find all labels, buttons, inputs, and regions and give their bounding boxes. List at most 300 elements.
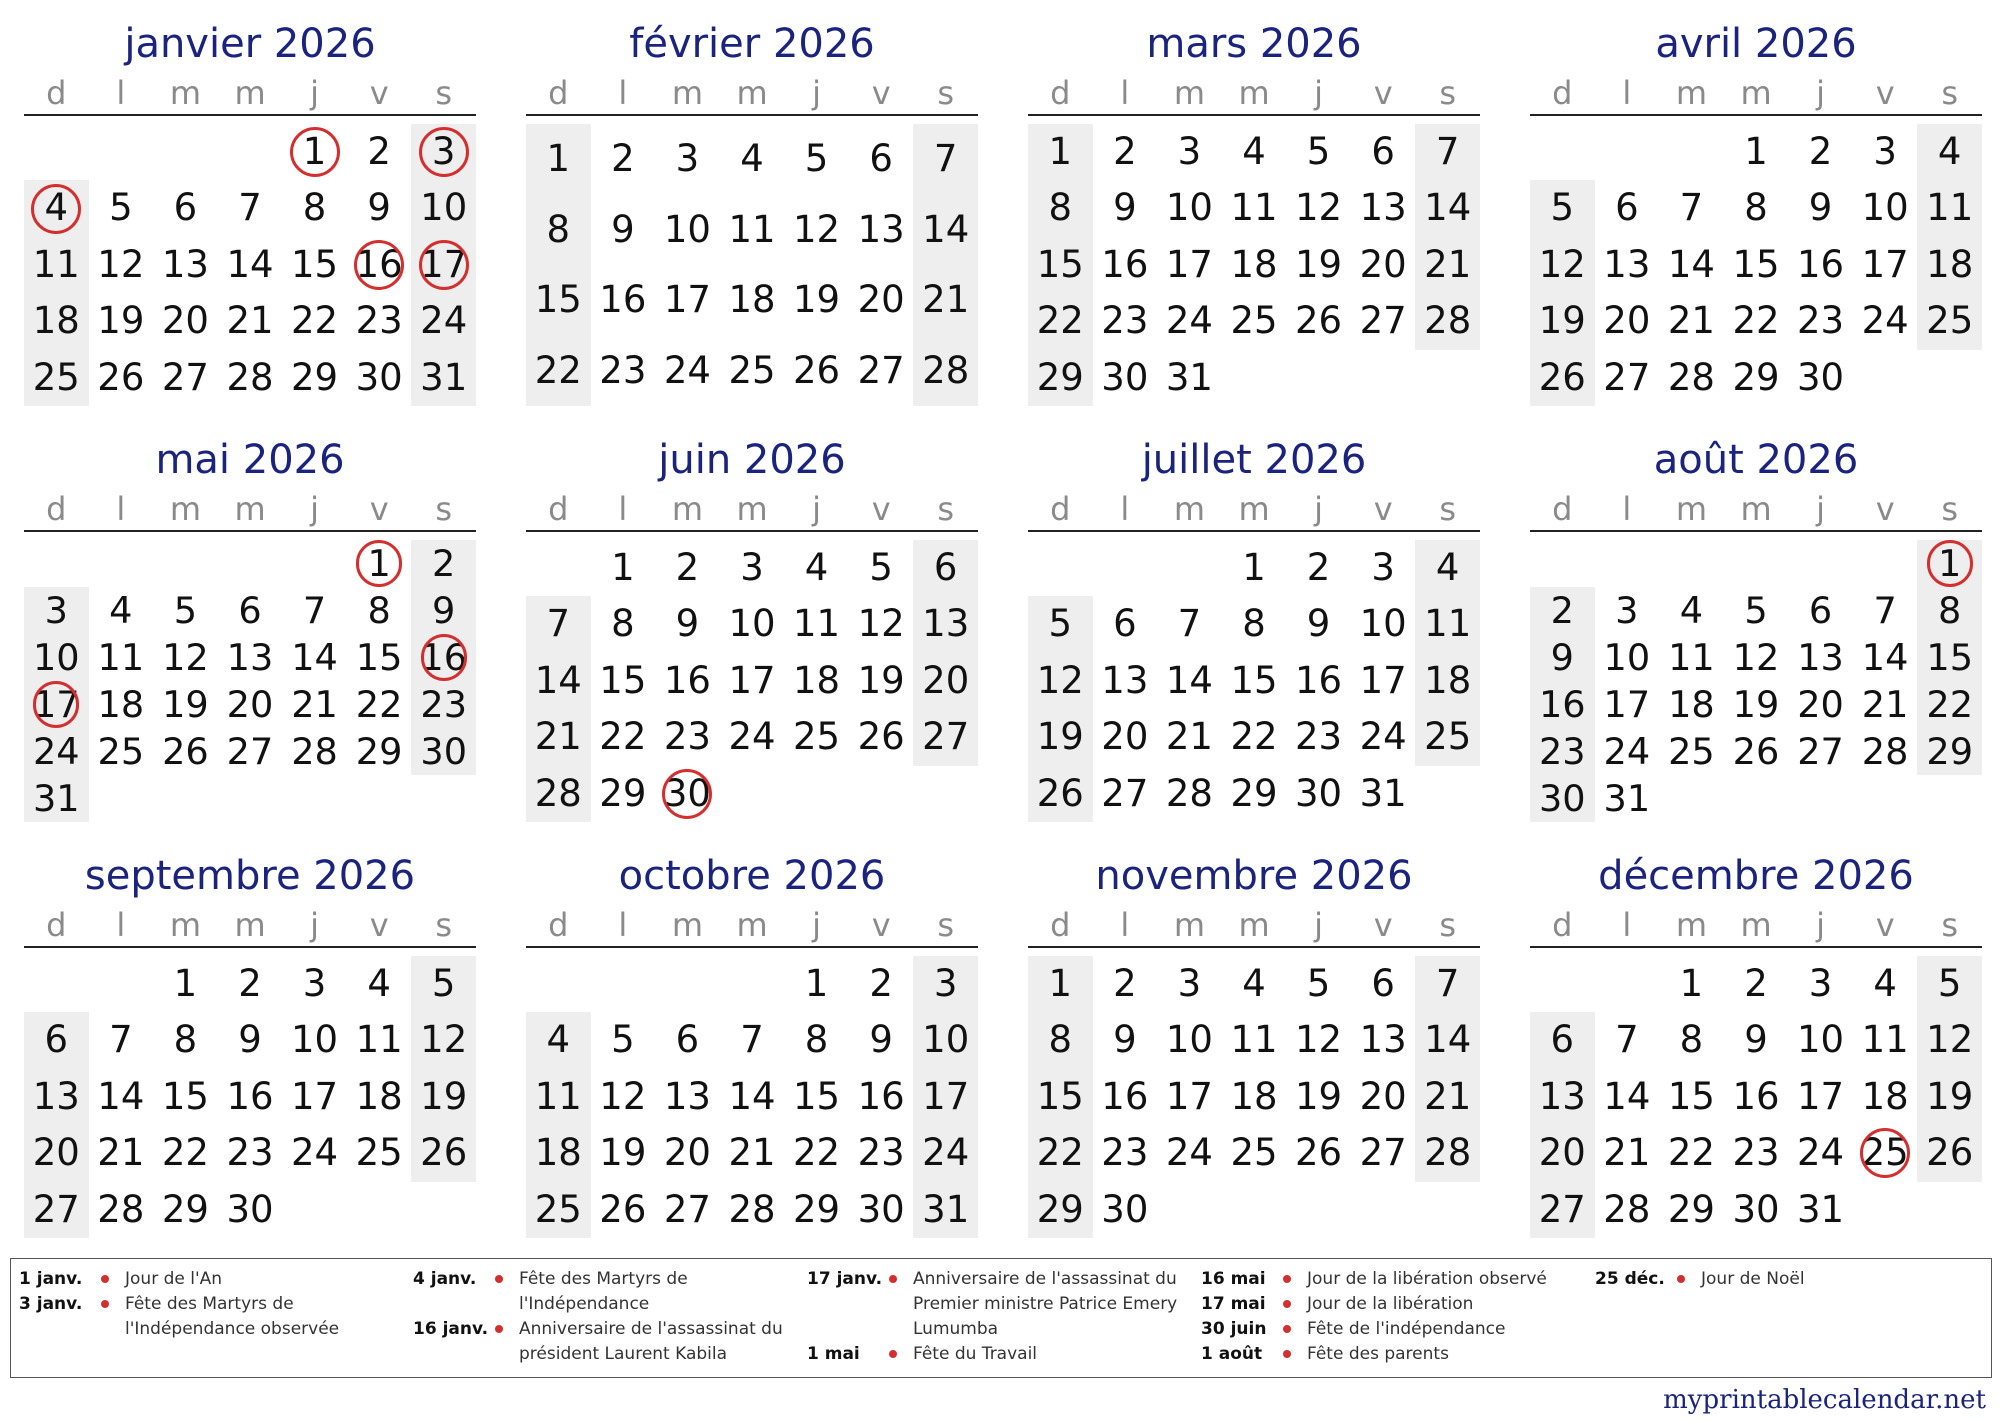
day-number: 25: [1230, 299, 1278, 343]
day-number: 4: [109, 589, 133, 632]
day-number: 19: [162, 683, 209, 726]
day-number: 29: [1036, 1187, 1084, 1231]
weekday-header: [1028, 72, 1480, 116]
day-number: 4: [367, 962, 391, 1005]
day-number: 16: [1797, 242, 1845, 286]
day-number: 22: [291, 299, 339, 343]
weekday-label: j: [1816, 906, 1826, 944]
weekday-label: v: [871, 74, 891, 112]
weekday-label: s: [937, 906, 955, 944]
day-number: 25: [793, 715, 841, 759]
day-number: 2: [1113, 130, 1137, 173]
day-number: 9: [869, 1018, 893, 1062]
day-number: 19: [1926, 1074, 1974, 1118]
day-number: 1: [611, 546, 635, 589]
legend-entry: [1201, 1317, 1586, 1342]
weekday-label: j: [1816, 74, 1826, 112]
weekday-label: l: [1120, 490, 1130, 528]
red-dot-icon: [101, 1275, 109, 1283]
holiday-circle-icon: [290, 127, 340, 177]
holiday-date: 4 janv.: [413, 1269, 477, 1289]
day-number: 13: [922, 602, 970, 646]
day-number: 2: [1113, 962, 1137, 1005]
weekday-label: m: [234, 490, 266, 528]
day-number: 14: [1603, 1074, 1651, 1118]
weekday-label: s: [435, 490, 453, 528]
day-grid: [24, 124, 476, 406]
day-number: 10: [1861, 186, 1909, 230]
day-number: 11: [1424, 602, 1472, 646]
day-number: 1: [546, 137, 571, 180]
day-number: 3: [302, 962, 327, 1005]
day-number: 19: [1295, 1074, 1343, 1118]
weekday-label: d: [1552, 906, 1573, 944]
weekday-label: m: [736, 74, 768, 112]
day-number: 9: [1113, 186, 1137, 230]
red-dot-icon: [1283, 1275, 1291, 1283]
holiday-date: 17 mai: [1201, 1294, 1266, 1314]
holiday-circle-icon: [419, 240, 469, 290]
day-number: 9: [1808, 186, 1833, 230]
day-number: 18: [355, 1074, 403, 1118]
red-dot-icon: [1283, 1350, 1291, 1358]
day-number: 6: [1808, 589, 1833, 632]
holiday-date: 16 janv.: [413, 1319, 489, 1339]
day-number: 12: [1295, 1018, 1343, 1062]
red-dot-icon: [1283, 1325, 1291, 1333]
day-number: 27: [922, 715, 970, 759]
day-number: 3: [933, 962, 958, 1005]
day-number: 6: [933, 546, 958, 589]
day-number: 17: [663, 278, 711, 321]
weekday-label: d: [1552, 74, 1573, 112]
day-number: 19: [1295, 242, 1343, 286]
day-number: 17: [1165, 1074, 1213, 1118]
day-number: 3: [1808, 962, 1833, 1005]
day-number: 13: [1359, 1018, 1407, 1062]
day-number: 12: [857, 602, 905, 646]
day-number: 29: [161, 1187, 209, 1231]
site-watermark[interactable]: myprintablecalendar.net: [1663, 1385, 1986, 1415]
holiday-name: Fête des Martyrs de l'Indépendance observée: [125, 1294, 340, 1339]
holiday-legend: [10, 1258, 1992, 1378]
day-number: 12: [97, 242, 145, 286]
day-number: 9: [238, 1018, 262, 1062]
day-number: 29: [1926, 730, 1974, 773]
day-number: 30: [355, 355, 403, 399]
day-number: 31: [32, 777, 80, 820]
day-number: 31: [922, 1187, 970, 1231]
month-title: mai 2026: [155, 437, 345, 483]
legend-column: [807, 1267, 1192, 1367]
day-number: 26: [1295, 299, 1343, 343]
day-number: 15: [534, 278, 582, 321]
weekday-label: l: [1622, 74, 1632, 112]
day-grid: [1028, 124, 1480, 406]
day-number: 15: [1036, 242, 1084, 286]
weekday-label: m: [234, 74, 266, 112]
day-number: 8: [1048, 1018, 1073, 1062]
weekday-label: l: [116, 906, 126, 944]
day-number: 29: [355, 730, 403, 773]
holiday-name: Fête des Martyrs de l'Indépendance: [519, 1269, 688, 1314]
day-number: 2: [1550, 589, 1574, 632]
day-grid: [24, 540, 476, 822]
day-number: 15: [161, 1074, 209, 1118]
day-number: 24: [1861, 299, 1909, 343]
month-6: [526, 432, 978, 822]
holiday-date: 16 mai: [1201, 1269, 1266, 1289]
day-number: 3: [431, 130, 456, 173]
weekday-label: l: [1120, 906, 1130, 944]
weekday-label: j: [1314, 74, 1324, 112]
day-grid: [1028, 540, 1480, 822]
day-number: 22: [161, 1131, 209, 1175]
day-number: 29: [1667, 1187, 1715, 1231]
day-number: 3: [1615, 589, 1639, 632]
month-title: janvier 2026: [124, 21, 376, 67]
day-number: 27: [1538, 1187, 1586, 1231]
day-number: 2: [611, 137, 635, 180]
weekday-label: m: [1238, 906, 1270, 944]
weekday-label: v: [1875, 490, 1895, 528]
day-number: 22: [1732, 299, 1780, 343]
day-number: 21: [291, 683, 338, 726]
day-number: 29: [1732, 355, 1780, 399]
day-number: 4: [44, 186, 69, 230]
day-number: 8: [1242, 602, 1266, 646]
day-number: 22: [534, 348, 582, 392]
weekday-label: s: [937, 490, 955, 528]
day-number: 25: [355, 1131, 403, 1175]
month-10: [526, 848, 978, 1238]
weekday-label: m: [736, 906, 768, 944]
weekday-header: [526, 72, 978, 116]
day-number: 8: [302, 186, 327, 230]
day-number: 5: [1744, 589, 1768, 632]
day-grid: [24, 956, 476, 1238]
day-number: 25: [1230, 1131, 1278, 1175]
legend-column: [1201, 1267, 1586, 1367]
weekday-label: s: [1439, 490, 1457, 528]
day-number: 10: [728, 602, 776, 646]
day-number: 27: [32, 1187, 80, 1231]
weekday-label: m: [1173, 490, 1206, 528]
day-number: 27: [1101, 771, 1149, 815]
legend-entry: [807, 1342, 1192, 1367]
day-number: 26: [1036, 771, 1084, 815]
day-number: 11: [1668, 636, 1715, 679]
day-number: 13: [1603, 242, 1651, 286]
weekday-label: m: [671, 906, 704, 944]
month-title: novembre 2026: [1095, 853, 1413, 899]
day-number: 6: [1371, 962, 1395, 1005]
day-number: 26: [162, 730, 209, 773]
day-number: 21: [1603, 1131, 1651, 1175]
day-number: 25: [97, 730, 145, 773]
weekday-label: v: [1373, 490, 1393, 528]
legend-entry: [1201, 1267, 1586, 1292]
weekday-label: s: [435, 74, 453, 112]
day-number: 13: [1797, 636, 1844, 679]
weekday-header: [1530, 488, 1982, 532]
day-number: 16: [1732, 1074, 1780, 1118]
day-number: 31: [1165, 355, 1213, 399]
day-number: 23: [1538, 730, 1586, 773]
day-number: 21: [534, 715, 582, 759]
weekday-label: s: [1941, 490, 1959, 528]
day-number: 8: [367, 589, 391, 632]
day-number: 22: [355, 683, 403, 726]
day-number: 19: [420, 1074, 468, 1118]
weekday-label: s: [937, 74, 955, 112]
weekday-label: l: [1622, 490, 1632, 528]
weekday-header: [1530, 904, 1982, 948]
day-number: 28: [1603, 1187, 1651, 1231]
day-number: 19: [1036, 715, 1084, 759]
day-number: 1: [302, 130, 327, 173]
day-number: 9: [432, 589, 456, 632]
day-number: 31: [420, 355, 468, 399]
day-number: 2: [675, 546, 700, 589]
weekday-label: l: [618, 74, 628, 112]
day-number: 23: [599, 348, 647, 392]
weekday-label: m: [169, 74, 202, 112]
legend-entry: [1201, 1342, 1586, 1367]
day-number: 1: [173, 962, 198, 1005]
day-number: 5: [869, 546, 893, 589]
day-number: 23: [857, 1131, 905, 1175]
day-number: 24: [32, 730, 80, 773]
holiday-name: Fête des parents: [1307, 1344, 1449, 1364]
day-number: 16: [599, 278, 647, 321]
day-number: 16: [1295, 658, 1343, 702]
day-number: 24: [1359, 715, 1407, 759]
month-11: [1028, 848, 1480, 1238]
day-number: 16: [1101, 242, 1149, 286]
day-number: 18: [1668, 683, 1715, 726]
day-number: 17: [1797, 1074, 1845, 1118]
red-dot-icon: [1283, 1300, 1291, 1308]
weekday-label: m: [671, 490, 704, 528]
holiday-name: Jour de Noël: [1701, 1269, 1805, 1289]
day-number: 3: [740, 546, 764, 589]
weekday-label: s: [1941, 906, 1959, 944]
day-number: 25: [728, 348, 776, 392]
day-number: 30: [1101, 1187, 1149, 1231]
day-number: 15: [1036, 1074, 1084, 1118]
weekday-header: [24, 488, 476, 532]
day-number: 25: [32, 355, 80, 399]
weekday-label: m: [1173, 74, 1206, 112]
day-number: 18: [534, 1131, 582, 1175]
weekday-label: m: [169, 490, 202, 528]
day-number: 24: [1603, 730, 1651, 773]
weekday-label: m: [1675, 906, 1708, 944]
day-number: 18: [97, 683, 145, 726]
red-dot-icon: [889, 1350, 897, 1358]
day-number: 19: [1732, 683, 1780, 726]
weekday-label: m: [1238, 74, 1270, 112]
day-number: 23: [663, 715, 711, 759]
day-number: 25: [1926, 299, 1974, 343]
legend-entry: [19, 1292, 404, 1342]
holiday-name: Fête du Travail: [913, 1344, 1038, 1364]
day-number: 6: [238, 589, 262, 632]
day-number: 26: [1538, 355, 1586, 399]
day-number: 27: [1603, 355, 1651, 399]
red-dot-icon: [889, 1275, 897, 1283]
day-number: 28: [1424, 1131, 1472, 1175]
day-number: 13: [32, 1074, 80, 1118]
weekday-label: v: [1875, 74, 1895, 112]
day-number: 11: [728, 207, 776, 251]
day-number: 2: [238, 962, 262, 1005]
day-number: 10: [1603, 636, 1651, 679]
day-number: 3: [1371, 546, 1395, 589]
day-number: 5: [1048, 602, 1073, 646]
day-number: 27: [226, 730, 274, 773]
day-number: 4: [740, 137, 764, 180]
day-number: 21: [1861, 683, 1909, 726]
weekday-header: [1530, 72, 1982, 116]
day-number: 6: [1550, 1018, 1575, 1062]
day-number: 8: [1679, 1018, 1704, 1062]
day-number: 24: [922, 1131, 970, 1175]
day-number: 28: [226, 355, 274, 399]
day-number: 17: [922, 1074, 970, 1118]
day-number: 11: [1861, 1018, 1909, 1062]
day-number: 16: [1538, 683, 1586, 726]
day-number: 30: [857, 1187, 905, 1231]
weekday-label: d: [1552, 490, 1573, 528]
day-number: 16: [355, 242, 403, 286]
day-number: 29: [793, 1187, 841, 1231]
day-number: 16: [857, 1074, 905, 1118]
day-number: 21: [1667, 299, 1715, 343]
day-number: 22: [1036, 1131, 1084, 1175]
day-number: 9: [1550, 636, 1574, 679]
day-number: 16: [1101, 1074, 1149, 1118]
day-number: 18: [728, 278, 776, 321]
day-number: 24: [291, 1131, 339, 1175]
day-number: 18: [793, 658, 841, 702]
day-number: 24: [420, 299, 468, 343]
day-number: 3: [675, 137, 700, 180]
day-number: 14: [1424, 186, 1472, 230]
day-number: 1: [1744, 130, 1768, 173]
day-number: 29: [599, 771, 647, 815]
day-number: 22: [599, 715, 647, 759]
day-number: 19: [793, 278, 841, 321]
holiday-name: Jour de la libération: [1307, 1294, 1474, 1314]
day-number: 15: [1732, 242, 1780, 286]
day-number: 10: [291, 1018, 339, 1062]
day-number: 21: [97, 1131, 145, 1175]
weekday-label: m: [1173, 906, 1206, 944]
day-number: 11: [1926, 186, 1974, 230]
day-number: 19: [857, 658, 905, 702]
day-number: 7: [740, 1018, 764, 1062]
holiday-date: 30 juin: [1201, 1319, 1267, 1339]
holiday-date: 25 déc.: [1595, 1269, 1665, 1289]
weekday-label: m: [736, 490, 768, 528]
weekday-label: v: [369, 490, 389, 528]
month-title: octobre 2026: [618, 853, 886, 899]
day-number: 17: [728, 658, 776, 702]
day-number: 5: [1306, 962, 1331, 1005]
day-number: 17: [420, 242, 468, 286]
month-title: mars 2026: [1146, 21, 1362, 67]
day-number: 5: [173, 589, 198, 632]
day-number: 17: [1861, 242, 1909, 286]
day-number: 8: [804, 1018, 829, 1062]
weekday-label: j: [812, 74, 822, 112]
day-number: 26: [857, 715, 905, 759]
day-number: 24: [1165, 1131, 1213, 1175]
red-dot-icon: [495, 1275, 503, 1283]
day-number: 3: [44, 589, 68, 632]
day-number: 13: [663, 1074, 711, 1118]
day-number: 8: [546, 207, 571, 251]
day-number: 4: [1242, 130, 1266, 173]
day-number: 5: [1937, 962, 1962, 1005]
month-title: juin 2026: [658, 437, 846, 483]
day-number: 30: [1732, 1187, 1780, 1231]
day-number: 6: [1371, 130, 1395, 173]
weekday-label: m: [1238, 490, 1270, 528]
day-number: 11: [793, 602, 841, 646]
day-number: 12: [793, 207, 841, 251]
day-number: 13: [161, 242, 209, 286]
day-number: 28: [728, 1187, 776, 1231]
day-number: 23: [1101, 299, 1149, 343]
weekday-label: l: [1120, 74, 1130, 112]
day-number: 28: [922, 348, 970, 392]
day-number: 8: [173, 1018, 198, 1062]
day-number: 20: [32, 1131, 80, 1175]
holiday-name: Jour de l'An: [125, 1269, 223, 1289]
day-number: 22: [1667, 1131, 1715, 1175]
day-number: 10: [1165, 1018, 1213, 1062]
day-number: 13: [1359, 186, 1407, 230]
day-number: 5: [431, 962, 456, 1005]
holiday-circle-icon: [356, 540, 402, 586]
day-number: 8: [1744, 186, 1768, 230]
month-1: [24, 16, 476, 406]
day-number: 6: [1113, 602, 1137, 646]
day-number: 26: [599, 1187, 647, 1231]
day-number: 15: [355, 636, 403, 679]
month-12: [1530, 848, 1982, 1238]
day-number: 20: [1797, 683, 1844, 726]
day-grid: [1530, 956, 1982, 1238]
weekday-label: d: [1050, 74, 1071, 112]
day-number: 27: [857, 348, 905, 392]
holiday-circle-icon: [31, 184, 81, 234]
day-number: 11: [1230, 186, 1278, 230]
day-number: 9: [367, 186, 391, 230]
day-number: 27: [161, 355, 209, 399]
day-number: 20: [1359, 1074, 1407, 1118]
weekday-label: l: [1622, 906, 1632, 944]
day-number: 7: [302, 589, 327, 632]
weekday-label: j: [310, 74, 320, 112]
weekday-label: m: [671, 74, 704, 112]
weekday-label: m: [1675, 490, 1708, 528]
day-number: 6: [675, 1018, 700, 1062]
day-number: 7: [1615, 1018, 1639, 1062]
